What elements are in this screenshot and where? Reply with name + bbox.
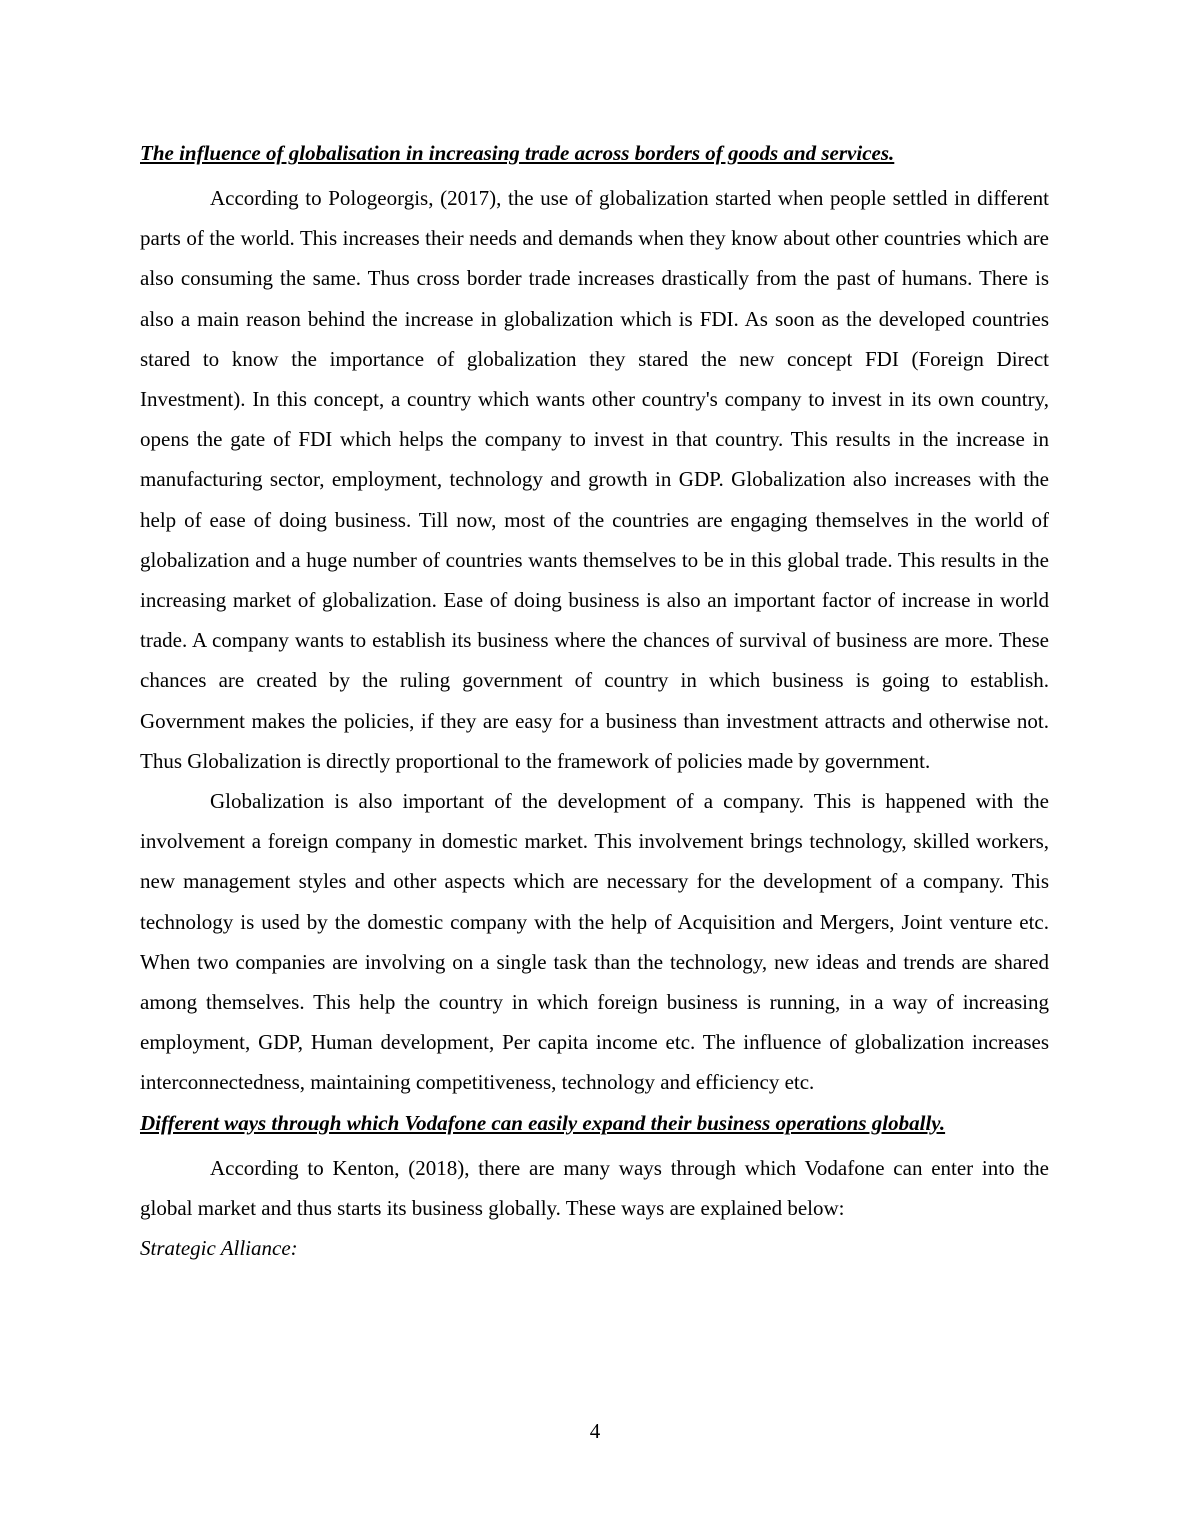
paragraph-development: Globalization is also important of the development of a company. This is happened with the involvement a foreign company in domestic market. This involvement brings technology, skilled workers, new management styles and other aspects which are necessary for the development of a company. This technology is used by the domestic company with the help of Acquisition and Mergers, Joint venture etc. When two companies are involving on a single task than the technology, new ideas and trends are shared among themselves. This help the country in which foreign business is running, in a way of increasing employment, GDP, Human development, Per capita income etc. The influence of globalization increases interconnectedness, maintaining competitiveness, technology and efficiency etc. (140, 789, 1049, 1095)
paragraph-kenton: According to Kenton, (2018), there are many ways through which Vodafone can enter into the global market and thus starts its business globally. These ways are explained below: (140, 1155, 1049, 1220)
page-number: 4 (589, 1419, 601, 1443)
section-heading-vodafone: Different ways through which Vodafone can easily expand their business operations globally. (140, 1110, 946, 1135)
subheading-strategic-alliance: Strategic Alliance: (140, 1236, 298, 1261)
document-page (140, 138, 1049, 1268)
paragraph-pologeorgis: According to Pologeorgis, (2017), the use of globalization started when people settled in different parts of the world. This increases their needs and demands when they know about other countries which are also consuming the same. Thus cross border trade increases drastically from the past of humans. There is also a main reason behind the increase in globalization which is FDI. As soon as the developed countries stared to know the importance of globalization they stared the new concept FDI (Foreign Direct Investment). In this concept, a country which wants other country's company to invest in its own country, opens the gate of FDI which helps the company to invest in that country. This results in the increase in manufacturing sector, employment, technology and growth in GDP. Globalization also increases with the help of ease of doing business. Till now, most of the countries are engaging themselves in the world of globalization and a huge number of countries wants themselves to be in this global trade. This results in the increasing market of globalization. Ease of doing business is also an important factor of increase in world trade. A company wants to establish its business where the chances of survival of business are more. These chances are created by the ruling government of country in which business is going to establish. Government makes the policies, if they are easy for a business than investment attracts and otherwise not. Thus Globalization is directly proportional to the framework of policies made by government. (140, 186, 1049, 773)
section-heading-globalisation: The influence of globalisation in increasing trade across borders of goods and services. (140, 141, 895, 165)
